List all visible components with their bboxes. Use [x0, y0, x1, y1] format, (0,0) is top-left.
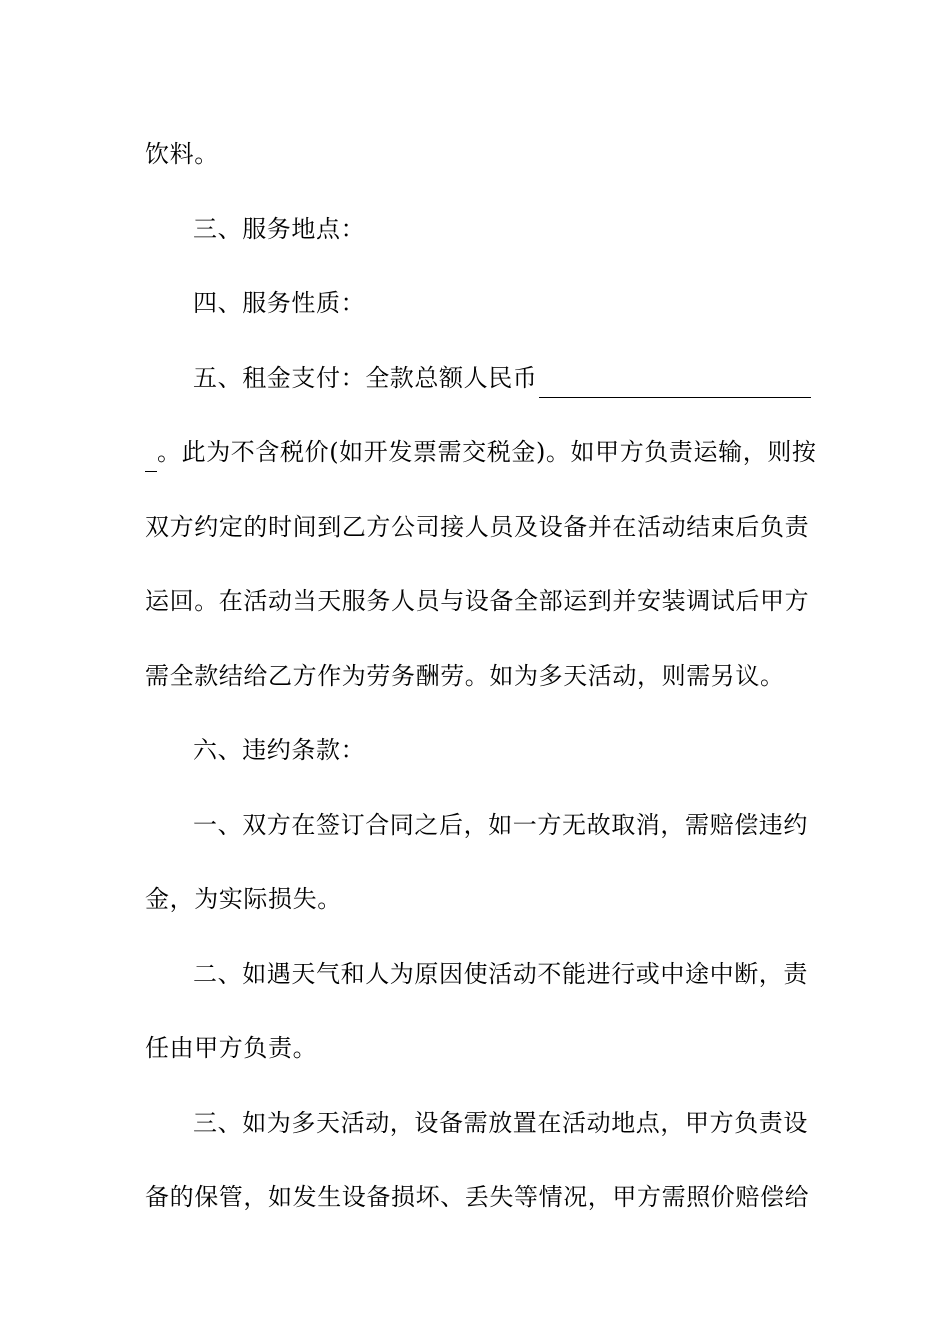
section-heading-rent-payment	[193, 358, 811, 398]
line-text: 运回。在活动当天服务人员与设备全部运到并安装调试后甲方	[145, 587, 810, 615]
paragraph-line	[145, 432, 817, 472]
amount-blank-line-end	[145, 441, 157, 472]
paragraph-line	[145, 879, 342, 919]
section-heading-service-location	[193, 209, 365, 249]
clause-line	[193, 954, 808, 994]
paragraph-line	[145, 1028, 317, 1068]
clause-line	[193, 805, 808, 845]
paragraph-line	[145, 507, 809, 547]
amount-blank-line	[539, 367, 811, 398]
paragraph-line	[145, 134, 219, 174]
line-text: 二、如遇天气和人为原因使活动不能进行或中途中断，责	[193, 960, 808, 988]
line-text: 六、违约条款：	[193, 736, 366, 764]
section-heading-service-nature	[193, 283, 365, 323]
line-text: 。此为不含税价(如开发票需交税金)。如甲方负责运输，则按	[157, 438, 817, 466]
line-text: 四、服务性质：	[193, 289, 366, 317]
line-text: 双方约定的时间到乙方公司接人员及设备并在活动结束后负责	[145, 513, 810, 541]
section-heading-breach-terms	[193, 730, 365, 770]
line-text: 备的保管，如发生设备损坏、丢失等情况，甲方需照价赔偿给	[145, 1183, 810, 1211]
clause-line	[193, 1103, 808, 1143]
line-text: 一、双方在签订合同之后，如一方无故取消，需赔偿违约	[193, 811, 808, 839]
line-text: 五、租金支付：全款总额人民币	[193, 364, 538, 392]
line-text: 三、服务地点：	[193, 215, 366, 243]
paragraph-line	[145, 656, 785, 696]
line-text: 需全款结给乙方作为劳务酬劳。如为多天活动，则需另议。	[145, 662, 785, 690]
paragraph-line	[145, 1177, 809, 1217]
paragraph-line	[145, 581, 809, 621]
line-text: 饮料。	[145, 140, 219, 168]
line-text: 金，为实际损失。	[145, 885, 342, 913]
line-text: 三、如为多天活动，设备需放置在活动地点，甲方负责设	[193, 1109, 808, 1137]
line-text: 任由甲方负责。	[145, 1034, 318, 1062]
